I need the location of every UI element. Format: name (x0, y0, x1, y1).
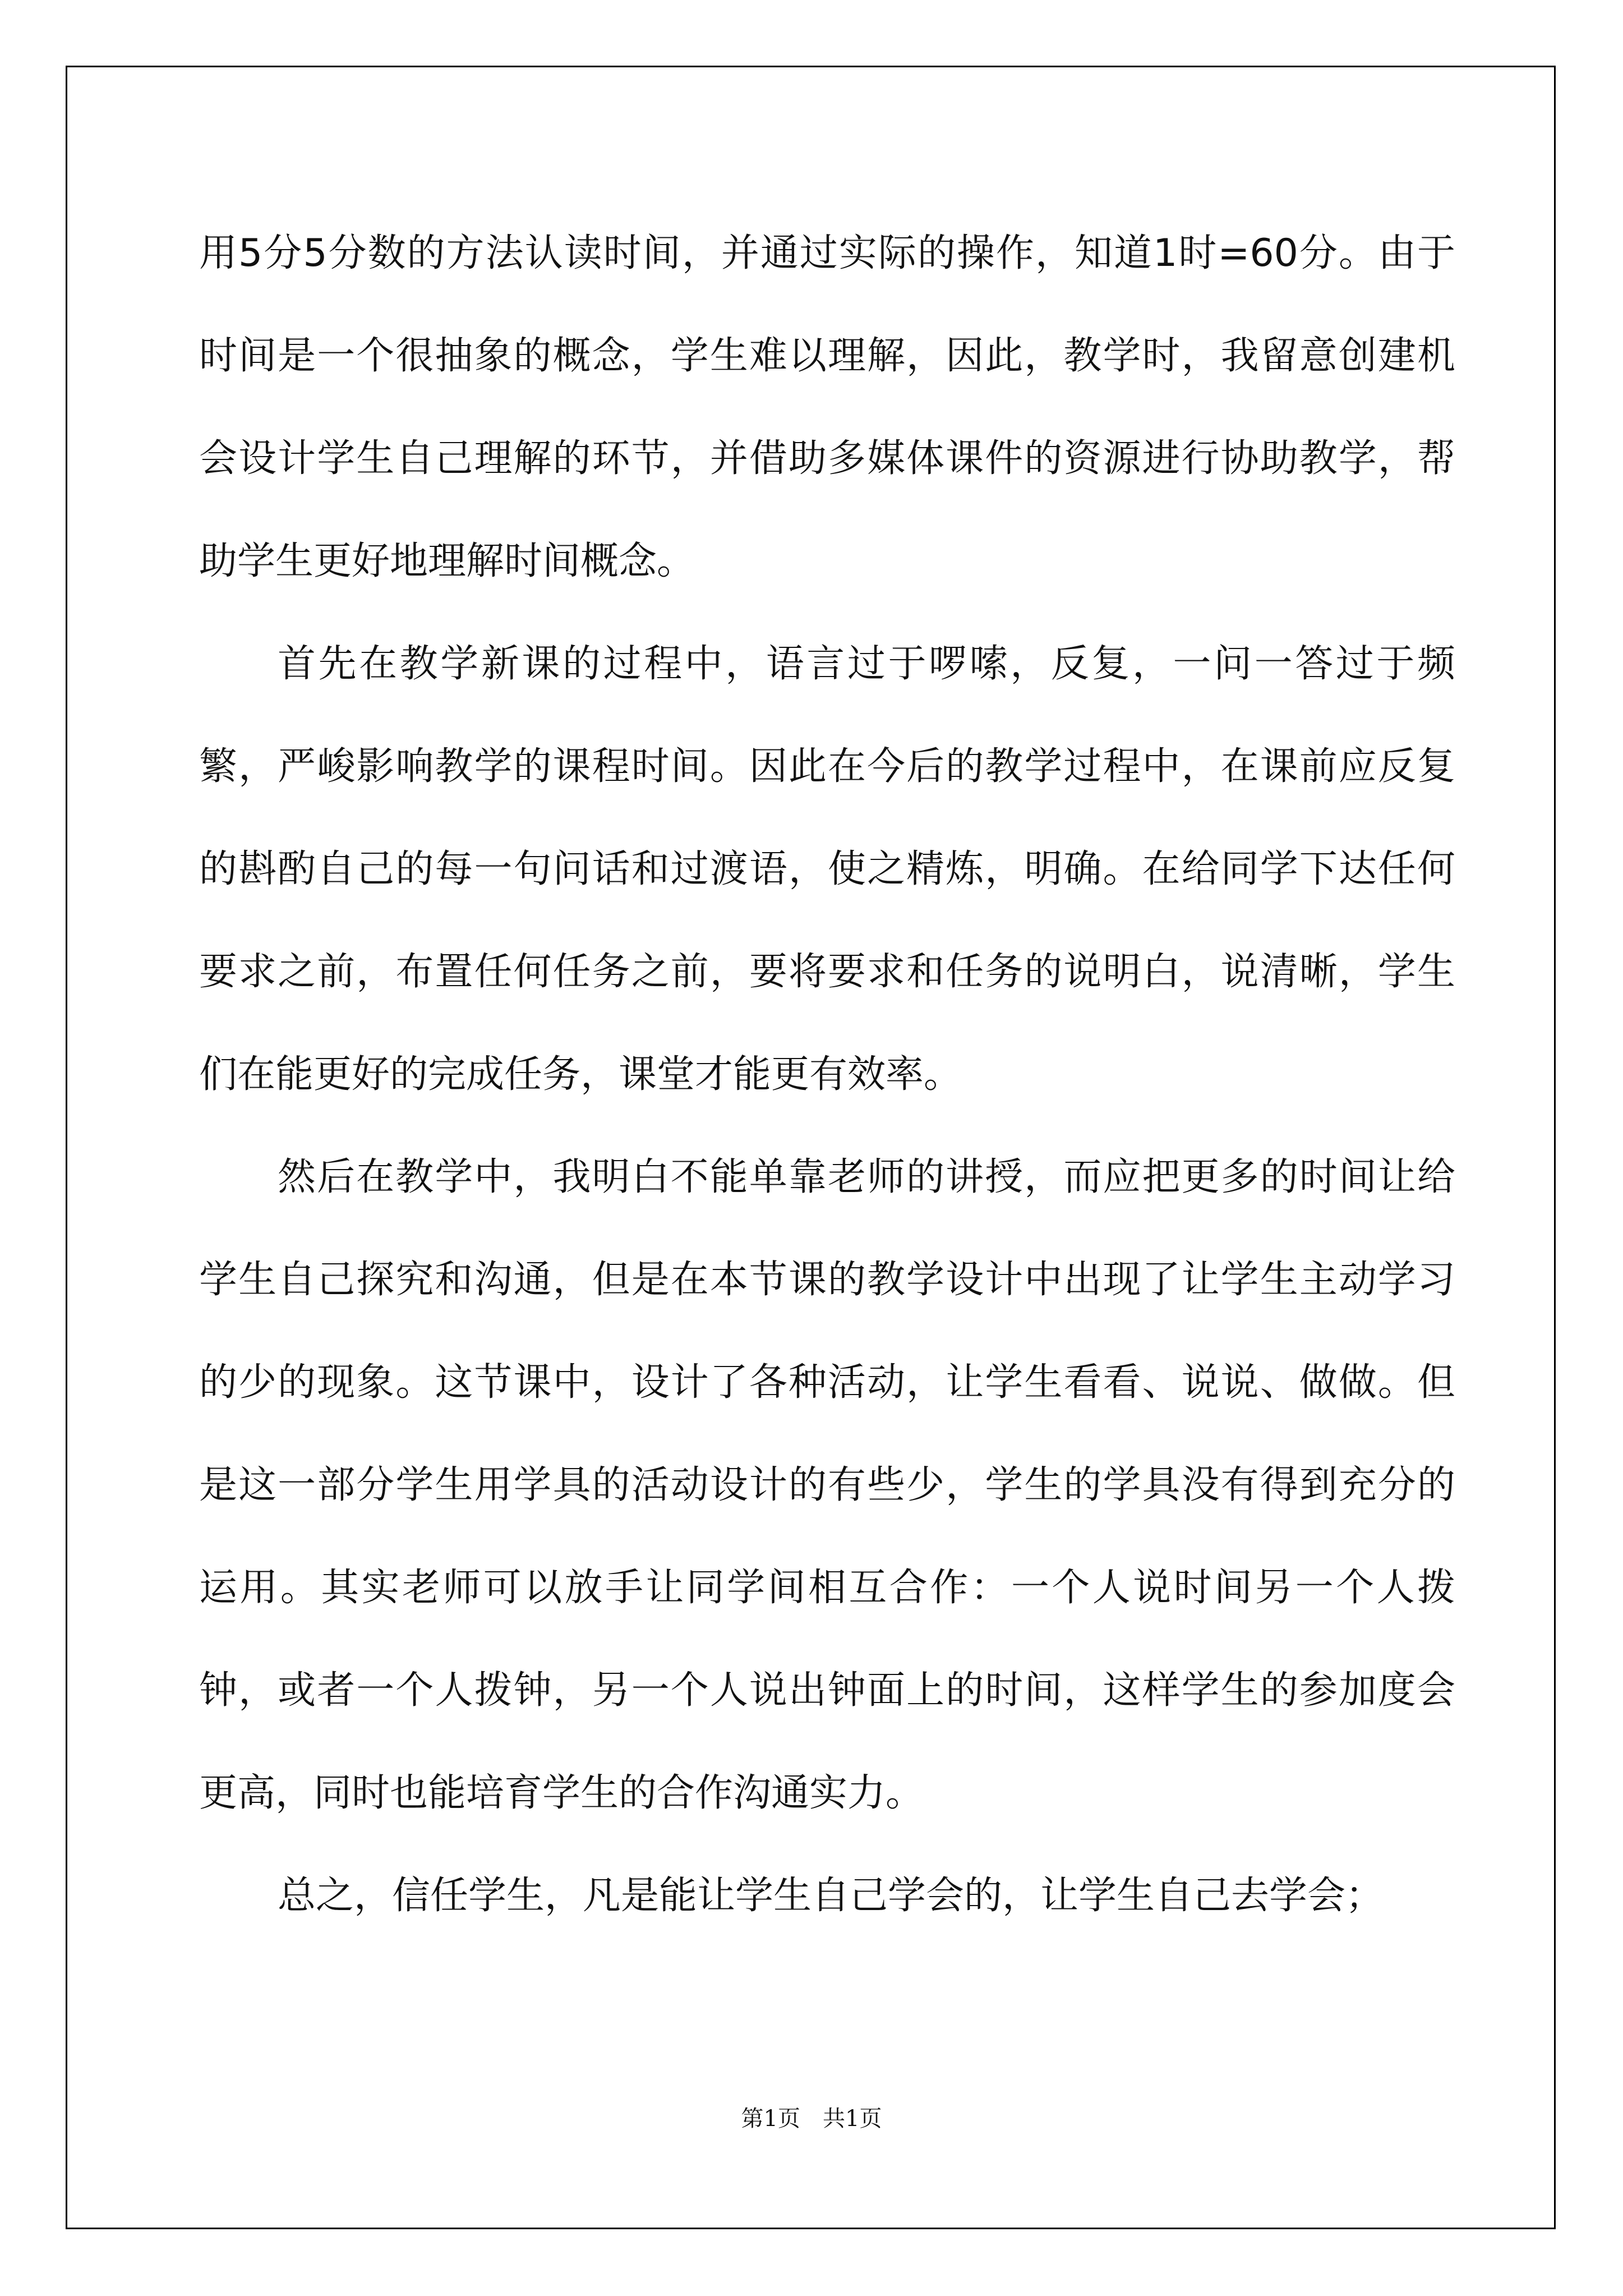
paragraph-4: 总之，信任学生，凡是能让学生自己学会的，让学生自己去学会； (278, 1874, 1384, 1918)
paragraph-2: 首先在教学新课的过程中，语言过于啰嗦，反复，一问一答过于频繁，严峻影响教学的课程时间。因此在今后的教学过程中，在课前应反复的斟酌自己的每一句问话和过渡语，使之精炼，明确。在给同学下达任何要求之前，布置任何任务之前，要将要求和任务的说明白，说清晰，学生们在能更好的完成任务，课堂才能更有效率。 (199, 642, 1455, 1097)
paragraph-3: 然后在教学中，我明白不能单靠老师的讲授，而应把更多的时间让给学生自己探究和沟通，但是在本节课的教学设计中出现了让学生主动学习的少的现象。这节课中，设计了各种活动，让学生看看、说说、做做。但是这一部分学生用学具的活动设计的有些少，学生的学具没有得到充分的运用。其实老师可以放手让同学间相互合作：一个人说时间另一个人拨钟，或者一个人拨钟，另一个人说出钟面上的时间，这样学生的参加度会更高，同时也能培育学生的合作沟通实力。 (199, 1155, 1455, 1815)
page-number-footer: 第1页 共1页 (741, 2106, 882, 2132)
paragraph-1: 用5分5分数的方法认读时间，并通过实际的操作，知道1时=60分。由于时间是一个很抽象的概念，学生难以理解，因此，教学时，我留意创建机会设计学生自己理解的环节，并借助多媒体课件的资源进行协助教学，帮助学生更好地理解时间概念。 (199, 231, 1455, 583)
document-body (199, 202, 1455, 1947)
